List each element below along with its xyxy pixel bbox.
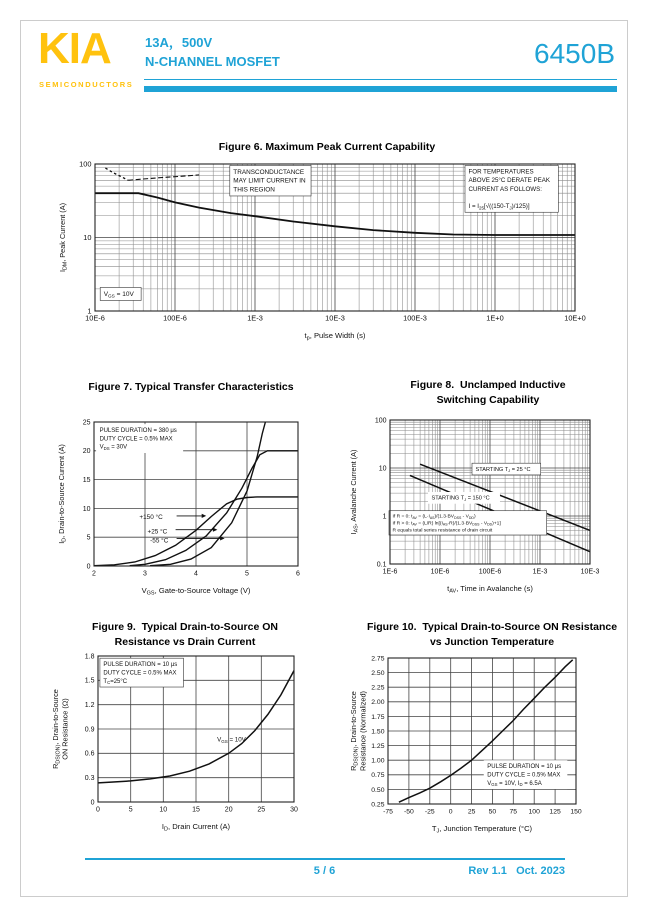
svg-text:If R > 0: tAV​ = (L/R) ln[(IAS: If R > 0: $t_{AV} = (L/R)$ $\ln[(I_{AS}\cdot R)/(1.3\cdot BV_{DSS} - V_{DD})+1]$ — [392, 521, 501, 527]
svg-text:TC​=25°C: $T_C=25^\circ C$ — [103, 678, 128, 686]
svg-text:10E-3: 10E-3 — [580, 568, 600, 576]
svg-text:ID​, Drain Current (A): $I_D$, Drain Current (A) — [161, 822, 231, 833]
svg-text:6: 6 — [296, 570, 300, 578]
part-number: 6450B — [534, 38, 615, 69]
svg-text:-50: -50 — [403, 808, 414, 816]
svg-text:-75: -75 — [383, 808, 393, 816]
svg-text:1: 1 — [87, 306, 92, 316]
svg-text:0.75: 0.75 — [371, 772, 385, 780]
svg-text:20: 20 — [82, 448, 91, 456]
figure-6-title: Figure 6. Maximum Peak Current Capability — [218, 141, 436, 153]
svg-text:5: 5 — [128, 806, 133, 814]
svg-text:R equals total series resistan: R equals total series resistance of drain circuit — [392, 528, 493, 534]
svg-text:1E-3: 1E-3 — [247, 313, 263, 323]
svg-text:0.1: 0.1 — [376, 561, 387, 569]
svg-text:VGS​, Gate-to-Source Voltage (: $V_{GS}$, Gate-to-Source Voltage (V) — [141, 586, 251, 597]
svg-text:0: 0 — [86, 563, 91, 571]
figure-9-chart — [50, 652, 320, 857]
product-summary — [145, 34, 280, 72]
product-type: N-CHANNEL MOSFET — [145, 53, 280, 69]
svg-text:100E-6: 100E-6 — [478, 568, 502, 576]
figure-6-chart — [57, 158, 597, 358]
svg-text:0.9: 0.9 — [84, 726, 95, 734]
figure-8 — [348, 378, 628, 617]
svg-text:DUTY CYCLE = 0.5% MAX: DUTY CYCLE = 0.5% MAX — [99, 436, 173, 443]
svg-text:2.00: 2.00 — [371, 699, 385, 707]
svg-text:50: 50 — [488, 808, 497, 816]
svg-text:0.6: 0.6 — [84, 750, 95, 758]
svg-text:0.50: 0.50 — [371, 786, 385, 794]
svg-text:THIS REGION: THIS REGION — [233, 186, 275, 194]
svg-text:100E-3: 100E-3 — [403, 313, 427, 323]
svg-text:If R = 0: tAV​ = (L·IAS​)/(1.3: If R = 0: $t_{AV} = (L\cdot I_{AS})/(1.3\cdot BV_{DSS} - V_{DD})$ — [392, 514, 476, 520]
svg-text:100: 100 — [374, 417, 387, 425]
figure-10-title-block — [348, 620, 636, 652]
svg-text:ABOVE 25°C DERATE PEAK: ABOVE 25°C DERATE PEAK — [468, 177, 550, 185]
svg-text:10E-6: 10E-6 — [85, 313, 105, 323]
svg-text:5: 5 — [245, 570, 249, 578]
svg-text:tp​, Pulse Width (s): $t_p$, Pulse Width (s) — [304, 331, 366, 342]
svg-text:100E-6: 100E-6 — [163, 313, 187, 323]
svg-text:2.75: 2.75 — [371, 655, 385, 663]
svg-text:10: 10 — [159, 806, 168, 814]
svg-text:1.00: 1.00 — [371, 757, 385, 765]
svg-text:5: 5 — [86, 534, 91, 542]
svg-text:1.8: 1.8 — [84, 653, 95, 661]
figure-7-chart — [56, 414, 326, 619]
figure-8-chart — [348, 412, 628, 617]
svg-text:100: 100 — [79, 159, 92, 169]
svg-text:20: 20 — [224, 806, 233, 814]
figure-6-title-block — [57, 140, 597, 158]
svg-text:STARTING TJ​ = 25 °C: STARTING $T_J = 25$ °C — [475, 466, 531, 474]
svg-text:100: 100 — [528, 808, 540, 816]
svg-text:-25: -25 — [424, 808, 435, 816]
svg-text:IDM​, Peak Current (A): $I_{DM}$, Peak Current (A) — [58, 202, 69, 273]
figure-9-title-block — [50, 620, 320, 652]
svg-text:30: 30 — [290, 806, 298, 814]
figure-7-title: Figure 7. Typical Transfer Characteristics — [88, 381, 294, 393]
figure-7-title-block — [56, 380, 326, 414]
figure-10-chart — [348, 652, 636, 857]
figure-8-title-block — [348, 378, 628, 412]
svg-text:2.25: 2.25 — [371, 684, 385, 692]
svg-text:DUTY CYCLE = 0.5% MAX: DUTY CYCLE = 0.5% MAX — [103, 670, 177, 677]
svg-text:1.50: 1.50 — [371, 728, 385, 736]
svg-text:VGS​ = 10V: $V_{GS} = 10V$ — [217, 736, 246, 744]
svg-text:0: 0 — [448, 808, 453, 816]
figure-8-title-line2: Switching Capability — [436, 393, 540, 406]
svg-text:25: 25 — [467, 808, 476, 816]
svg-text:1.25: 1.25 — [371, 743, 385, 750]
svg-text:+25 °C: +25 °C — [147, 528, 168, 536]
svg-text:Resistance (Normalized): Resistance (Normalized) — [358, 691, 368, 771]
svg-text:TRANSCONDUCTANCE: TRANSCONDUCTANCE — [233, 168, 305, 176]
svg-text:10E-6: 10E-6 — [430, 568, 450, 576]
svg-text:15: 15 — [192, 806, 200, 814]
svg-text:-55 °C: -55 °C — [150, 537, 169, 545]
svg-text:1E-6: 1E-6 — [382, 568, 398, 576]
svg-text:2.50: 2.50 — [371, 670, 385, 677]
svg-text:2: 2 — [92, 570, 96, 578]
svg-text:1E+0: 1E+0 — [486, 313, 504, 323]
svg-text:VGS​ = 10V, ID​ = 6.5A: $V_{GS} = 10V$, $I_D = 6.5A$ — [487, 780, 542, 788]
svg-text:PULSE DURATION = 10 μs: PULSE DURATION = 10 μs — [487, 764, 562, 771]
svg-text:1.2: 1.2 — [84, 702, 95, 710]
revision-date: Rev 1.1 Oct. 2023 — [468, 865, 565, 877]
svg-text:25: 25 — [82, 419, 91, 427]
svg-text:0: 0 — [90, 799, 95, 807]
svg-text:150: 150 — [570, 808, 582, 816]
kia-logo-subtitle: SEMICONDUCTORS — [39, 80, 134, 89]
svg-text:75: 75 — [509, 808, 518, 816]
svg-text:1.75: 1.75 — [371, 713, 385, 721]
svg-text:0.3: 0.3 — [84, 775, 95, 783]
figure-8-title: Figure 8. Unclamped Inductive — [410, 379, 566, 391]
svg-text:IAS​, Avalanche Current (A): $I_{AS}$, Avalanche Current (A) — [349, 449, 360, 535]
svg-text:PULSE DURATION = 380 μs: PULSE DURATION = 380 μs — [99, 428, 177, 435]
svg-text:VGS​ = 10V: $V_{GS} = 10V$ — [103, 290, 134, 299]
svg-text:DUTY CYCLE = 0.5% MAX: DUTY CYCLE = 0.5% MAX — [487, 772, 561, 779]
figure-9-title-line2: Resistance vs Drain Current — [114, 635, 256, 648]
figure-7 — [56, 380, 326, 619]
svg-text:10: 10 — [82, 505, 91, 513]
svg-text:10E-3: 10E-3 — [325, 313, 345, 323]
svg-text:15: 15 — [82, 477, 91, 484]
svg-text:3: 3 — [143, 570, 147, 578]
svg-text:PULSE DURATION = 10 μs: PULSE DURATION = 10 μs — [103, 662, 178, 669]
svg-text:1.5: 1.5 — [84, 677, 95, 685]
svg-text:10: 10 — [83, 232, 92, 242]
kia-logo: KIA — [38, 24, 111, 73]
svg-text:STARTING TJ​ = 150 °C: STARTING $T_J = 150$ °C — [431, 495, 490, 502]
page-number: 5 / 6 — [313, 865, 336, 877]
figure-6 — [57, 140, 597, 358]
svg-text:10E+0: 10E+0 — [564, 313, 586, 323]
svg-text:MAY LIMIT CURRENT IN: MAY LIMIT CURRENT IN — [233, 177, 306, 185]
product-rating: 13A，500V — [145, 35, 213, 50]
svg-text:FOR TEMPERATURES: FOR TEMPERATURES — [468, 168, 534, 176]
svg-text:0.25: 0.25 — [371, 801, 385, 809]
svg-text:TJ​, Junction Temperature (°C): $T_J$, Junction Temperature (°C) — [431, 824, 533, 835]
svg-text:+150 °C: +150 °C — [139, 513, 163, 521]
svg-text:1E-3: 1E-3 — [532, 568, 548, 576]
svg-text:tAV​, Time in Avalanche (s): $t_{AV}$, Time in Avalanche (s) — [447, 584, 533, 595]
svg-text:ON Resistance (Ω): ON Resistance (Ω) — [60, 698, 70, 760]
svg-text:RDS(ON)​, Drain-to-Source: $R_{DS(ON)}$, Drain-to-Source — [349, 691, 360, 771]
figure-10 — [348, 620, 636, 857]
figure-10-title-line2: vs Junction Temperature — [429, 635, 555, 648]
svg-text:4: 4 — [194, 570, 198, 578]
figure-9 — [50, 620, 320, 857]
svg-text:CURRENT AS FOLLOWS:: CURRENT AS FOLLOWS: — [468, 185, 542, 193]
header-rule-thick — [144, 86, 617, 92]
svg-text:I = I25​[√((150-TJ​)/125)]: $I = I_{25}[√((150-T_J)/125)]$ — [468, 202, 530, 211]
svg-text:25: 25 — [257, 806, 266, 814]
svg-text:VDS​ = 30V: $V_{DS} = 30V$ — [99, 444, 128, 452]
footer-rule — [85, 858, 565, 860]
svg-text:125: 125 — [549, 808, 561, 816]
figure-10-title: Figure 10. Typical Drain-to-Source ON Resistance — [366, 621, 618, 633]
svg-text:0: 0 — [96, 806, 100, 814]
figure-9-title: Figure 9. Typical Drain-to-Source ON — [92, 621, 278, 633]
header-rule-thin — [144, 79, 617, 80]
svg-text:ID​, Drain-to-Source Current (: $I_D$, Drain-to-Source Current (A) — [57, 444, 68, 544]
svg-text:RDS(ON)​, Drain-to-Source: $R_{DS(ON)}$, Drain-to-Source — [51, 689, 62, 769]
svg-text:10: 10 — [378, 465, 387, 473]
svg-text:1: 1 — [382, 513, 387, 521]
